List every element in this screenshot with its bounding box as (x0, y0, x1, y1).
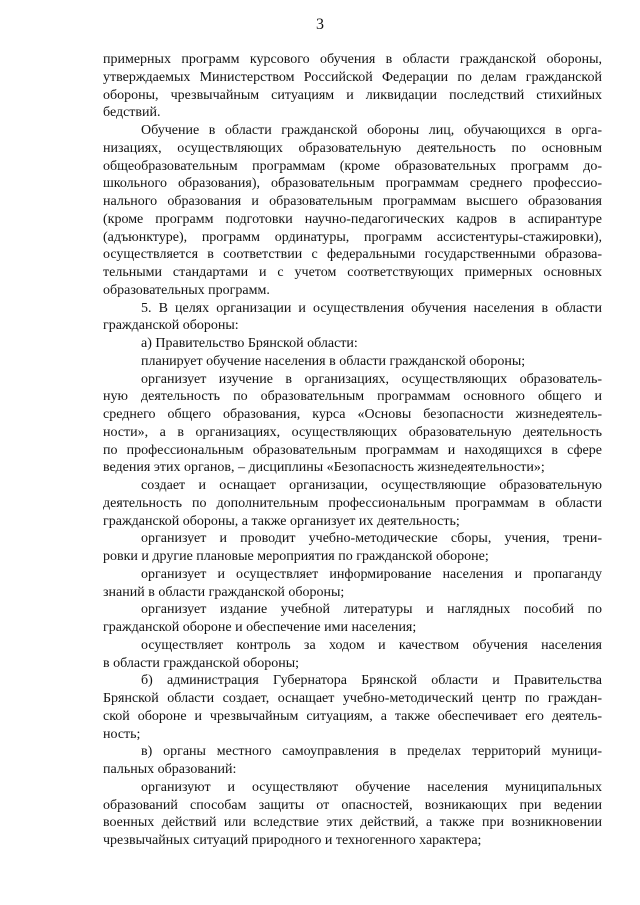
text-line: 5. В целях организации и осуществления обучения населения в области (141, 300, 602, 316)
text-line: гражданской обороны, а также организует их деятельность; (103, 513, 460, 529)
text-line: гражданской обороне и обеспечение ими населения; (103, 620, 417, 635)
text-line: организует издание учебной литературы и наглядных пособий по (141, 602, 602, 618)
text-line: гражданской обороны: (103, 318, 239, 334)
text-line: ведения этих органов, – дисциплины «Безопасность жизнедеятельности»; (103, 460, 545, 476)
text-line: (кроме программ подготовки научно-педагогических кадров в аспирантуре (103, 211, 602, 227)
text-line: создает и оснащает организации, осуществляющие образовательную (141, 478, 602, 493)
text-line: в) органы местного самоуправления в пределах территорий муници- (141, 744, 602, 760)
text-line: образований способам защиты от опасностей, возникающих при ведении (103, 797, 602, 813)
text-line: военных действий или вследствие этих действий, а также при возникновении (103, 815, 602, 831)
text-line: знаний в области гражданской обороны; (103, 584, 345, 600)
text-line: б) администрация Губернатора Брянской области и Правительства (141, 673, 602, 689)
text-line: Обучение в области гражданской обороны лиц, обучающихся в орга- (141, 123, 602, 138)
text-line: планирует обучение населения в области гражданской обороны; (141, 353, 526, 369)
text-line: общеобразовательным программам (кроме образовательных программ до- (103, 158, 602, 174)
text-line: ную деятельность по образовательным программам основного общего и (103, 389, 602, 405)
text-line: организует и осуществляет информирование населения и пропаганду (141, 566, 602, 582)
text-line: в области гражданской обороны; (103, 655, 300, 671)
text-line: а) Правительство Брянской области: (141, 336, 358, 351)
text-line: нального образования и образовательным программам высшего образования (103, 194, 602, 209)
document-body (103, 51, 602, 850)
text-line: обороны, чрезвычайным ситуациям и ликвидации последствий стихийных (103, 87, 602, 103)
text-line: среднего общего образования, курса «Основы безопасности жизнедеятель- (103, 407, 602, 422)
text-line: ность; (103, 726, 141, 742)
text-line: осуществляет контроль за ходом и качеством обучения населения (141, 637, 602, 653)
text-line: ровки и другие плановые мероприятия по гражданской обороне; (103, 549, 489, 564)
page-number: 3 (316, 16, 324, 33)
text-line: организуют и осуществляют обучение населения муниципальных (141, 779, 602, 795)
text-line: бедствий. (103, 105, 161, 121)
text-line: (адъюнктуре), программ ординатуры, программ ассистентуры-стажировки), (103, 229, 602, 245)
text-line: ности», а в организациях, осуществляющих образовательную деятельность (103, 424, 602, 440)
text-line: деятельность по дополнительным профессиональным программам в области (103, 495, 602, 511)
text-line: тельными стандартами и с учетом соответствующих примерных основных (103, 265, 602, 280)
text-line: ской обороне и чрезвычайным ситуациям, а также обеспечивает его деятель- (103, 708, 602, 724)
text-line: примерных программ курсового обучения в области гражданской обороны, (103, 52, 602, 67)
text-line: чрезвычайных ситуаций природного и техногенного характера; (103, 833, 482, 848)
text-line: осуществляется в соответствии с федеральными государственными образова- (103, 247, 602, 263)
text-line: организует изучение в организациях, осуществляющих образователь- (141, 371, 602, 387)
text-line: Брянской области создает, оснащает учебно-методический центр по граждан- (103, 691, 602, 706)
text-line: утверждаемых Министерством Российской Федерации по делам гражданской (103, 69, 602, 85)
text-line: школьного образования), образовательным программам среднего профессио- (103, 176, 602, 192)
text-line: пальных образований: (103, 762, 237, 777)
text-line: организует и проводит учебно-методические сборы, учения, трени- (141, 531, 602, 547)
text-line: низациях, осуществляющих образовательную деятельность по основным (103, 140, 602, 156)
text-line: образовательных программ. (103, 282, 270, 298)
text-line: по профессиональным образовательным программам и находящихся в сфере (103, 442, 602, 458)
